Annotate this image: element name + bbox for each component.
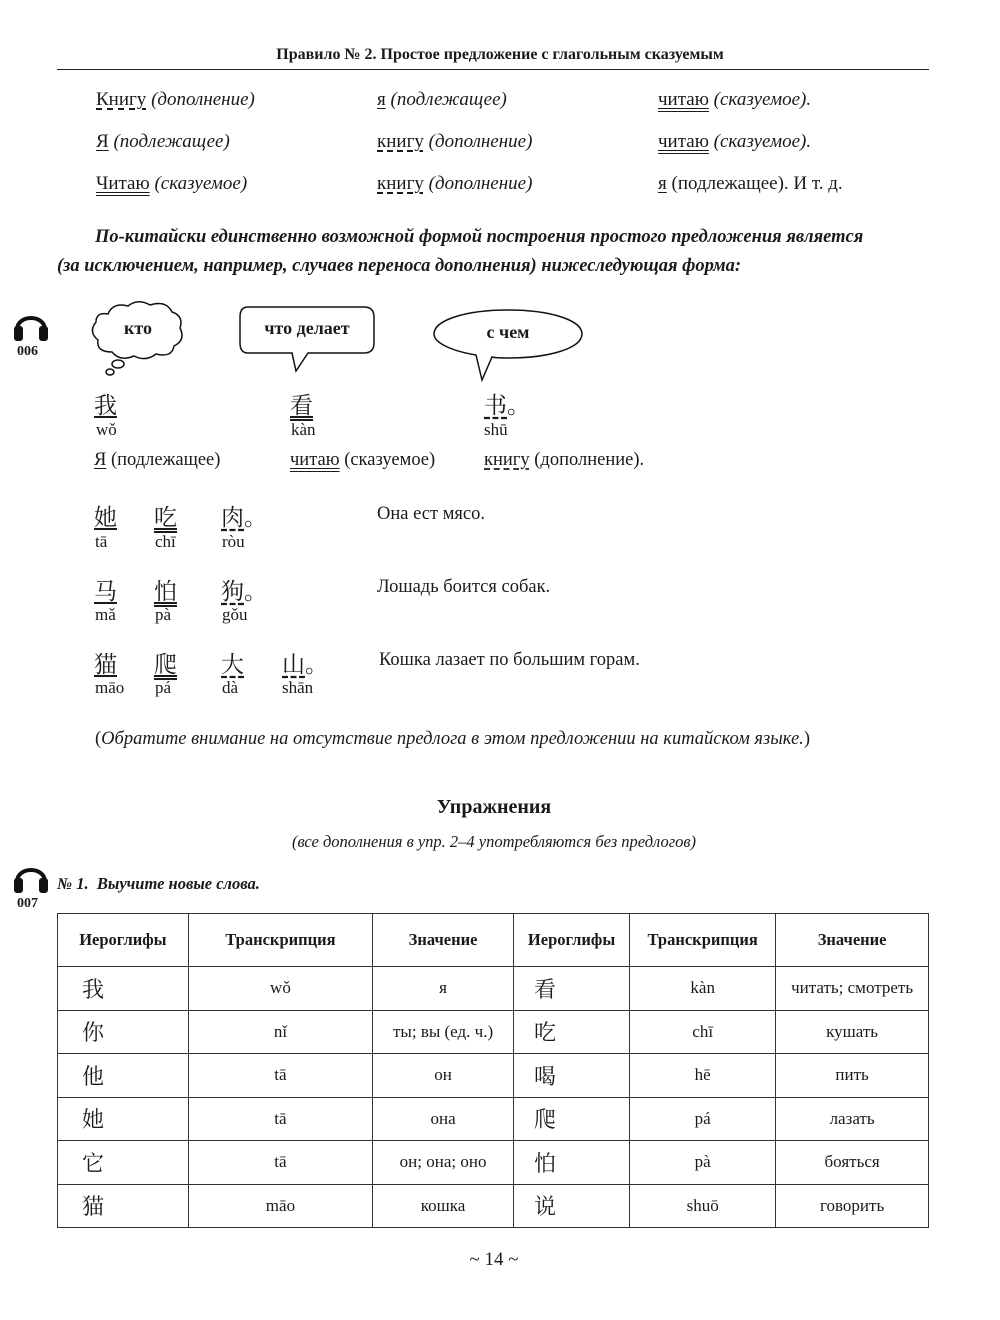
role: (подлежащее). И т. д. bbox=[671, 173, 843, 194]
pinyin-cell: tā bbox=[188, 1141, 372, 1185]
word: Я bbox=[94, 450, 107, 470]
word: Книгу bbox=[96, 89, 147, 110]
meaning-cell: кошка bbox=[373, 1184, 514, 1228]
table-row bbox=[58, 1097, 929, 1141]
column-header: Значение bbox=[776, 914, 929, 967]
meaning-cell: ты; вы (ед. ч.) bbox=[373, 1010, 514, 1054]
hanzi-cell: 吃 bbox=[513, 1010, 629, 1054]
main-pinyin-1: wǒ bbox=[96, 420, 117, 439]
role: (сказуемое). bbox=[713, 131, 812, 152]
role: (дополнение). bbox=[534, 450, 645, 470]
pinyin: chī bbox=[155, 532, 176, 551]
table-row bbox=[58, 1141, 929, 1185]
running-header: Правило № 2. Простое предложение с глагольным сказуемым bbox=[276, 46, 724, 63]
pinyin-cell: tā bbox=[188, 1097, 372, 1141]
meaning-cell: бояться bbox=[776, 1141, 929, 1185]
role: (дополнение) bbox=[428, 173, 533, 194]
audio-track-number: 007 bbox=[17, 896, 38, 911]
pinyin: gǒu bbox=[222, 605, 248, 624]
pinyin-cell: māo bbox=[188, 1184, 372, 1228]
pinyin-cell: shuō bbox=[630, 1184, 776, 1228]
hanzi-cell: 爬 bbox=[513, 1097, 629, 1141]
example-row-1-col-2 bbox=[377, 89, 507, 111]
note bbox=[95, 729, 810, 750]
headphones-icon bbox=[12, 304, 50, 344]
pinyin: shān bbox=[282, 678, 314, 697]
bubble-what-does: что делает bbox=[264, 318, 350, 338]
role: (сказуемое). bbox=[713, 89, 812, 110]
word: читаю bbox=[658, 89, 709, 110]
pinyin: tā bbox=[95, 532, 108, 551]
example-row-3-col-1 bbox=[96, 173, 247, 195]
word: книгу bbox=[484, 450, 530, 470]
char: 她 bbox=[94, 505, 117, 531]
pinyin: māo bbox=[95, 678, 125, 697]
char: 肉 bbox=[221, 505, 244, 531]
char: 猫 bbox=[94, 652, 117, 678]
word: Читаю bbox=[96, 173, 150, 194]
headphones-icon bbox=[12, 856, 50, 896]
meaning-cell: пить bbox=[776, 1054, 929, 1098]
column-header: Иероглифы bbox=[58, 914, 189, 967]
char: 狗 bbox=[221, 579, 244, 605]
meaning-cell: лазать bbox=[776, 1097, 929, 1141]
example-row-3-col-2 bbox=[377, 173, 532, 195]
char: 山 bbox=[282, 652, 305, 678]
role: (сказуемое) bbox=[344, 450, 436, 470]
word: книгу bbox=[377, 131, 424, 152]
punct: 。 bbox=[305, 652, 328, 678]
exercises-title: Упражнения bbox=[436, 796, 552, 818]
punct: 。 bbox=[244, 579, 267, 605]
meaning-cell: он bbox=[373, 1054, 514, 1098]
table-row bbox=[58, 1184, 929, 1228]
task-number: № 1. bbox=[57, 874, 89, 893]
bubble-who: кто bbox=[124, 318, 152, 338]
hanzi-cell: 猫 bbox=[58, 1184, 189, 1228]
task-1-heading bbox=[57, 874, 260, 894]
hanzi-cell: 它 bbox=[58, 1141, 189, 1185]
role: (сказуемое) bbox=[154, 173, 248, 194]
meaning-cell: читать; смотреть bbox=[776, 967, 929, 1011]
table-row bbox=[58, 1010, 929, 1054]
main-char-1: 我 bbox=[94, 393, 117, 419]
vocab-table bbox=[57, 913, 929, 1228]
speech-oval-bubble bbox=[432, 308, 584, 388]
hanzi-cell: 他 bbox=[58, 1054, 189, 1098]
pinyin-cell: chī bbox=[630, 1010, 776, 1054]
main-gloss-1 bbox=[94, 450, 220, 471]
intro-line-2: (за исключением, например, случаев переноса дополнения) нижеследующая форма: bbox=[57, 256, 742, 276]
main-gloss-3 bbox=[484, 450, 644, 471]
pinyin-cell: wǒ bbox=[188, 967, 372, 1011]
meaning-cell: я bbox=[373, 967, 514, 1011]
speech-box-bubble bbox=[238, 305, 376, 375]
pinyin: mǎ bbox=[95, 605, 116, 624]
header-rule bbox=[57, 69, 929, 70]
hanzi-cell: 怕 bbox=[513, 1141, 629, 1185]
meaning-cell: говорить bbox=[776, 1184, 929, 1228]
example-row-1-col-1 bbox=[96, 89, 255, 111]
char-last bbox=[282, 646, 328, 679]
char: 马 bbox=[94, 579, 117, 605]
task-text: Выучите новые слова. bbox=[96, 874, 260, 893]
word: книгу bbox=[377, 173, 424, 194]
main-gloss-2 bbox=[290, 450, 435, 471]
translation: Кошка лазает по большим горам. bbox=[379, 650, 640, 670]
exercises-subtitle: (все дополнения в упр. 2–4 употребляются без предлогов) bbox=[291, 832, 697, 851]
pinyin: pà bbox=[155, 605, 172, 624]
example-row-2-col-1 bbox=[96, 131, 230, 153]
pinyin: dà bbox=[222, 678, 239, 697]
word: Я bbox=[96, 131, 109, 152]
main-pinyin-3: shū bbox=[484, 420, 508, 439]
punct: 。 bbox=[244, 505, 267, 531]
word: читаю bbox=[658, 131, 709, 152]
example-row-2-col-3 bbox=[658, 131, 811, 153]
role: (подлежащее) bbox=[390, 89, 507, 110]
hanzi-cell: 我 bbox=[58, 967, 189, 1011]
column-header: Иероглифы bbox=[513, 914, 629, 967]
audio-track-007[interactable] bbox=[12, 856, 50, 911]
example-row-2-col-2 bbox=[377, 131, 532, 153]
bubble-with-what: с чем bbox=[486, 322, 530, 342]
pinyin-cell: hē bbox=[630, 1054, 776, 1098]
pinyin: ròu bbox=[222, 532, 245, 551]
hanzi-cell: 她 bbox=[58, 1097, 189, 1141]
main-pinyin-2: kàn bbox=[291, 420, 316, 439]
table-header-row bbox=[58, 914, 929, 967]
paren: ) bbox=[803, 729, 810, 749]
word: читаю bbox=[290, 450, 340, 470]
meaning-cell: кушать bbox=[776, 1010, 929, 1054]
char: 书 bbox=[484, 393, 507, 419]
paren: ( bbox=[95, 729, 102, 749]
example-row-1-col-3 bbox=[658, 89, 811, 111]
audio-track-number: 006 bbox=[17, 344, 38, 359]
note-text: Обратите внимание на отсутствие предлога в этом предложении на китайском языке. bbox=[101, 729, 804, 749]
word: я bbox=[658, 173, 667, 194]
table-row bbox=[58, 1054, 929, 1098]
main-char-2: 看 bbox=[290, 393, 313, 419]
pinyin-cell: tā bbox=[188, 1054, 372, 1098]
column-header: Транскрипция bbox=[630, 914, 776, 967]
pinyin-cell: kàn bbox=[630, 967, 776, 1011]
audio-track-006[interactable] bbox=[12, 304, 50, 359]
meaning-cell: он; она; оно bbox=[373, 1141, 514, 1185]
intro-line-1: По-китайски единственно возможной формой построения простого предложения является bbox=[95, 227, 864, 247]
pinyin-cell: pá bbox=[630, 1097, 776, 1141]
char-last bbox=[221, 499, 267, 532]
char: 大 bbox=[221, 652, 244, 678]
translation: Лошадь боится собак. bbox=[377, 577, 551, 597]
pinyin: pá bbox=[155, 678, 172, 697]
role: (дополнение) bbox=[151, 89, 255, 110]
column-header: Значение bbox=[373, 914, 514, 967]
hanzi-cell: 说 bbox=[513, 1184, 629, 1228]
pinyin-cell: pà bbox=[630, 1141, 776, 1185]
hanzi-cell: 你 bbox=[58, 1010, 189, 1054]
hanzi-cell: 喝 bbox=[513, 1054, 629, 1098]
punct: 。 bbox=[507, 393, 530, 419]
thought-bubble bbox=[88, 298, 188, 380]
meaning-cell: она bbox=[373, 1097, 514, 1141]
role: (подлежащее) bbox=[110, 450, 221, 470]
char: 吃 bbox=[154, 505, 177, 531]
role: (дополнение) bbox=[428, 131, 533, 152]
char-last bbox=[221, 573, 267, 606]
pinyin-cell: nǐ bbox=[188, 1010, 372, 1054]
page-number: ~ 14 ~ bbox=[469, 1249, 519, 1270]
hanzi-cell: 看 bbox=[513, 967, 629, 1011]
word: я bbox=[377, 89, 386, 110]
example-row-3-col-3 bbox=[658, 173, 843, 195]
char: 怕 bbox=[154, 579, 177, 605]
column-header: Транскрипция bbox=[188, 914, 372, 967]
role: (подлежащее) bbox=[113, 131, 230, 152]
table-row bbox=[58, 967, 929, 1011]
main-char-3 bbox=[484, 387, 530, 420]
translation: Она ест мясо. bbox=[377, 504, 485, 524]
char: 爬 bbox=[154, 652, 177, 678]
